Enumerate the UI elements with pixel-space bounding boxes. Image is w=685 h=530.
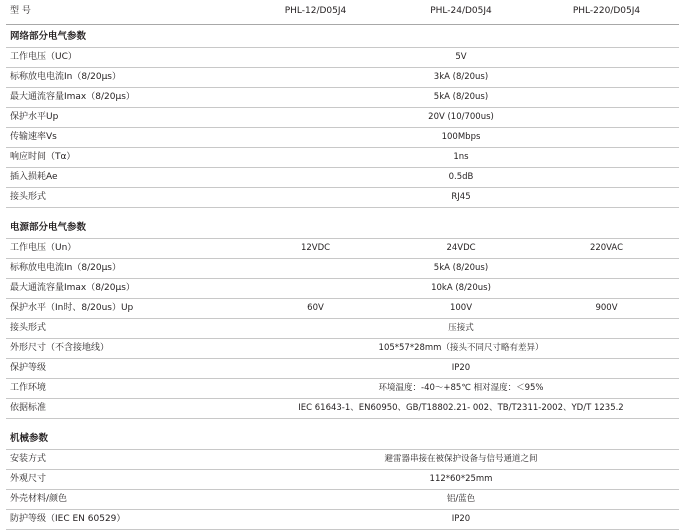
table-row bbox=[6, 108, 679, 128]
row-value: 1ns bbox=[243, 148, 679, 168]
row-value: 10kA (8/20us) bbox=[243, 279, 679, 299]
row-label: 依据标准 bbox=[6, 399, 243, 419]
row-value-1: 12VDC bbox=[243, 239, 388, 259]
table-row bbox=[6, 399, 679, 419]
table-row bbox=[6, 148, 679, 168]
table-row bbox=[6, 510, 679, 530]
section-title: 机械参数 bbox=[6, 427, 679, 450]
row-label: 标称放电电流In（8/20μs） bbox=[6, 259, 243, 279]
row-label: 响应时间（Tα） bbox=[6, 148, 243, 168]
table-row bbox=[6, 339, 679, 359]
table-row bbox=[6, 450, 679, 470]
row-label: 插入损耗Ae bbox=[6, 168, 243, 188]
table-row bbox=[6, 239, 679, 259]
row-value: 铝/蓝色 bbox=[243, 490, 679, 510]
row-value: 压接式 bbox=[243, 319, 679, 339]
section-gap bbox=[6, 208, 679, 217]
table-row bbox=[6, 470, 679, 490]
row-label: 保护等级 bbox=[6, 359, 243, 379]
row-label: 传输速率Vs bbox=[6, 128, 243, 148]
specification-table bbox=[6, 0, 679, 530]
section-title: 电源部分电气参数 bbox=[6, 216, 679, 239]
table-row bbox=[6, 319, 679, 339]
row-value: 3kA (8/20us) bbox=[243, 68, 679, 88]
row-label: 保护水平Up bbox=[6, 108, 243, 128]
row-label: 外观尺寸 bbox=[6, 470, 243, 490]
table-row bbox=[6, 188, 679, 208]
row-value: 环境温度：-40～+85℃ 相对湿度：＜95% bbox=[243, 379, 679, 399]
row-label: 接头形式 bbox=[6, 319, 243, 339]
row-value: 0.5dB bbox=[243, 168, 679, 188]
row-value: 5kA (8/20us) bbox=[243, 259, 679, 279]
row-value-2: 100V bbox=[388, 299, 534, 319]
section-title: 网络部分电气参数 bbox=[6, 25, 679, 48]
row-value: IEC 61643-1、EN60950、GB/T18802.21- 002、TB/T2311-2002、YD/T 1235.2 bbox=[243, 399, 679, 419]
model-name-cell-3: PHL-220/D05J4 bbox=[534, 0, 679, 25]
row-label: 外壳材料/颜色 bbox=[6, 490, 243, 510]
row-value-3: 220VAC bbox=[534, 239, 679, 259]
table-row bbox=[6, 168, 679, 188]
row-label: 接头形式 bbox=[6, 188, 243, 208]
row-value: 20V (10/700us) bbox=[243, 108, 679, 128]
section-gap-cell bbox=[6, 208, 679, 217]
row-label: 防护等级（IEC EN 60529） bbox=[6, 510, 243, 530]
table-row bbox=[6, 68, 679, 88]
row-value-1: 60V bbox=[243, 299, 388, 319]
section-gap-cell bbox=[6, 419, 679, 428]
row-value: 105*57*28mm（接头不同尺寸略有差异） bbox=[243, 339, 679, 359]
row-label: 安装方式 bbox=[6, 450, 243, 470]
section-title-row bbox=[6, 216, 679, 239]
row-label: 工作环境 bbox=[6, 379, 243, 399]
row-value: 112*60*25mm bbox=[243, 470, 679, 490]
section-gap bbox=[6, 419, 679, 428]
table-row bbox=[6, 128, 679, 148]
row-value: 5kA (8/20us) bbox=[243, 88, 679, 108]
section-title-row bbox=[6, 25, 679, 48]
row-label: 工作电压（UC） bbox=[6, 48, 243, 68]
row-label: 保护水平（In时、8/20us）Up bbox=[6, 299, 243, 319]
row-value: 100Mbps bbox=[243, 128, 679, 148]
model-name-cell-2: PHL-24/D05J4 bbox=[388, 0, 534, 25]
row-value: 避雷器串接在被保护设备与信号通道之间 bbox=[243, 450, 679, 470]
table-row bbox=[6, 379, 679, 399]
row-label: 最大通流容量Imax（8/20μs） bbox=[6, 88, 243, 108]
row-value: RJ45 bbox=[243, 188, 679, 208]
row-value: 5V bbox=[243, 48, 679, 68]
table-row bbox=[6, 279, 679, 299]
row-label: 标称放电电流In（8/20μs） bbox=[6, 68, 243, 88]
section-title-row bbox=[6, 427, 679, 450]
row-label: 外形尺寸（不含接地线） bbox=[6, 339, 243, 359]
row-value: IP20 bbox=[243, 510, 679, 530]
row-label: 工作电压（Un） bbox=[6, 239, 243, 259]
model-label-cell: 型 号 bbox=[6, 0, 243, 25]
table-row bbox=[6, 359, 679, 379]
row-value-3: 900V bbox=[534, 299, 679, 319]
row-value-2: 24VDC bbox=[388, 239, 534, 259]
table-row bbox=[6, 48, 679, 68]
model-name-cell-1: PHL-12/D05J4 bbox=[243, 0, 388, 25]
table-row bbox=[6, 88, 679, 108]
table-row bbox=[6, 259, 679, 279]
row-value: IP20 bbox=[243, 359, 679, 379]
table-row bbox=[6, 299, 679, 319]
table-row bbox=[6, 490, 679, 510]
table-header-row bbox=[6, 0, 679, 25]
row-label: 最大通流容量Imax（8/20μs） bbox=[6, 279, 243, 299]
